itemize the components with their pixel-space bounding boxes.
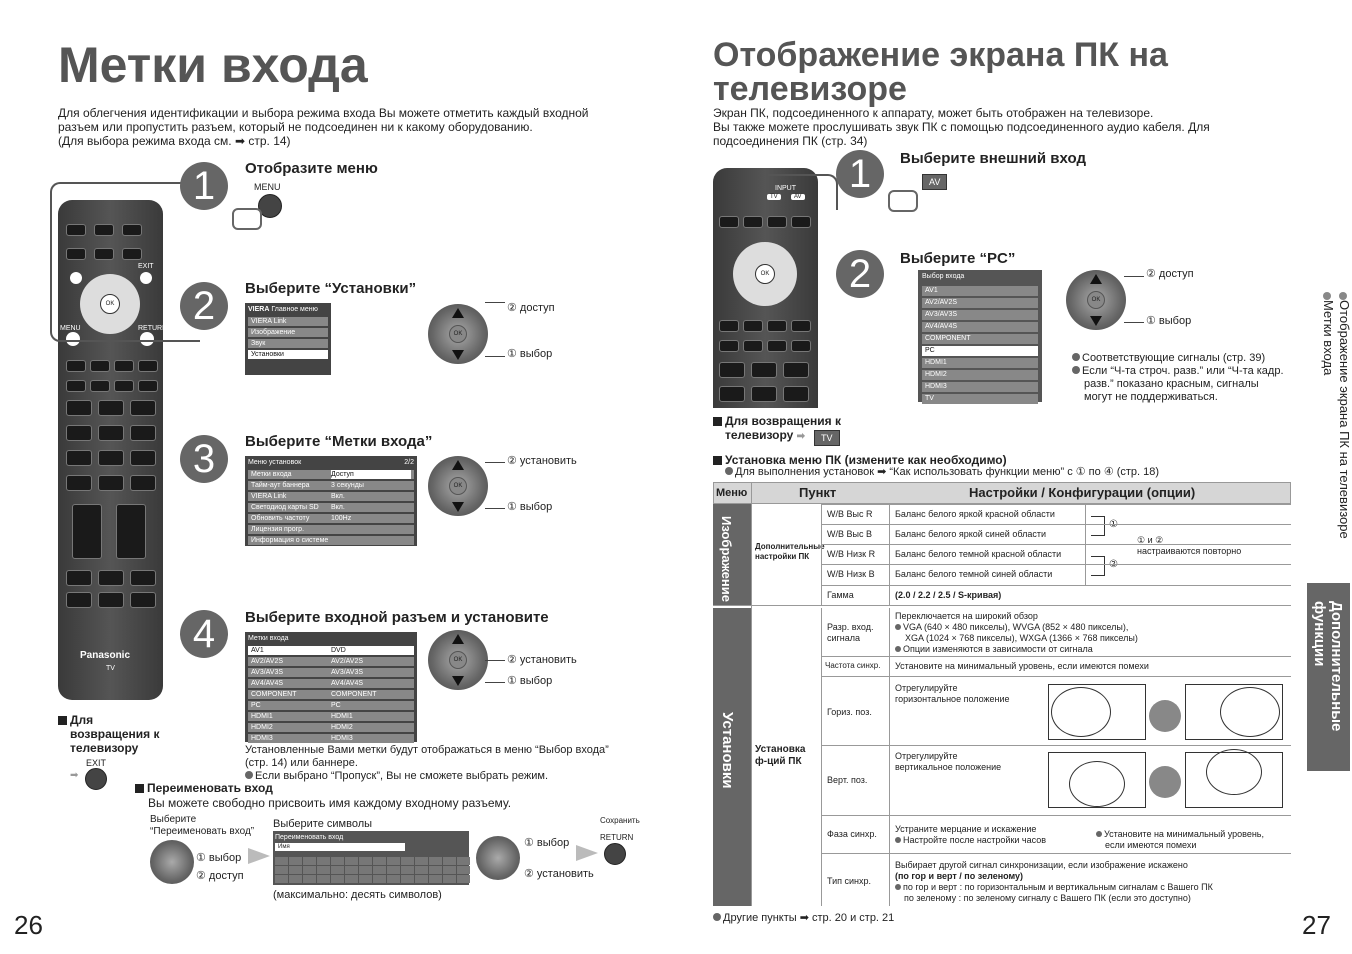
panel-header: Переименовать вход bbox=[275, 834, 344, 841]
menu-row-label: PC bbox=[251, 702, 261, 709]
row-label: W/B Выс R bbox=[827, 509, 873, 519]
picture-diagram bbox=[1048, 684, 1146, 740]
row-value: Баланс белого темной красной области bbox=[895, 549, 1062, 559]
menu-page: 2/2 bbox=[404, 459, 414, 466]
char-key[interactable] bbox=[429, 857, 442, 865]
char-key[interactable] bbox=[401, 866, 414, 874]
rename-text: Вы можете свободно присвоить имя каждому входному разъему. bbox=[148, 796, 512, 810]
char-key[interactable] bbox=[387, 875, 400, 883]
sub-section: Дополнительные настройки ПК bbox=[755, 542, 825, 561]
menu-row[interactable] bbox=[248, 712, 414, 721]
arrow-icon bbox=[248, 848, 270, 864]
menu-item[interactable]: Звук bbox=[248, 339, 328, 348]
row-label: Фаза синхр. bbox=[827, 829, 877, 839]
char-key[interactable] bbox=[345, 857, 358, 865]
menu-row-value: Доступ bbox=[331, 470, 411, 479]
menu-row[interactable] bbox=[922, 310, 1038, 320]
char-key[interactable] bbox=[429, 875, 442, 883]
char-key[interactable] bbox=[373, 866, 386, 874]
menu-item[interactable]: VIERA Link bbox=[248, 317, 328, 326]
notes-right: Соответствующие сигналы (стр. 39) Если “Ч-та строч. разв.” или “Ч-та кадр. разв.” показано красным, сигналы могут не поддерживаться. bbox=[1072, 352, 1300, 404]
exit-button[interactable] bbox=[85, 768, 107, 790]
hand-icon bbox=[888, 190, 918, 212]
menu-row-label: Обновить частоту bbox=[251, 515, 310, 522]
step-4-title: Выберите входной разъем и установите bbox=[245, 609, 549, 626]
av-button[interactable]: AV bbox=[922, 174, 947, 190]
char-key[interactable] bbox=[359, 875, 372, 883]
char-key[interactable] bbox=[457, 857, 470, 865]
row-label: W/B Выс B bbox=[827, 529, 872, 539]
char-key[interactable] bbox=[331, 866, 344, 874]
dpad-icon: OK bbox=[428, 456, 488, 516]
input-select-panel bbox=[918, 270, 1042, 402]
row-value: Отрегулируйте горизонтальное положение bbox=[895, 683, 1010, 704]
menu-row[interactable] bbox=[248, 492, 414, 501]
step-1-title: Отобразите меню bbox=[245, 160, 378, 177]
dpad-icon bbox=[1149, 766, 1181, 798]
step-3-badge: 3 bbox=[180, 435, 228, 483]
intro-right: Экран ПК, подсоединенного к аппарату, может быть отображен на телевизоре. Вы также можете прослушивать звук ПК с помощью подсоединенного аудио кабеля. Для подсоединения ПК (стр. 34) bbox=[713, 106, 1210, 148]
menu-row-label: AV2/AV2S bbox=[251, 658, 284, 665]
menu-row-label: AV4/AV4S bbox=[251, 680, 284, 687]
menu-row-label: HDMI2 bbox=[925, 371, 947, 378]
intro-left bbox=[58, 106, 658, 148]
step-2-title: Выберите “Установки” bbox=[245, 280, 417, 297]
menu-row-label: HDMI3 bbox=[925, 383, 947, 390]
row-label: W/B Низк B bbox=[827, 569, 875, 579]
menu-row-label: Информация о системе bbox=[251, 537, 329, 544]
menu-header: Главное меню bbox=[271, 306, 318, 313]
menu-row[interactable] bbox=[248, 536, 414, 545]
menu-row[interactable] bbox=[248, 690, 414, 699]
label-select: ① выбор bbox=[196, 852, 242, 864]
step-2-badge: 2 bbox=[836, 250, 884, 298]
row-value: Баланс белого темной синей области bbox=[895, 569, 1053, 579]
menu-button-label: MENU bbox=[254, 182, 281, 192]
label-set: ② установить bbox=[507, 455, 577, 467]
char-key[interactable] bbox=[415, 866, 428, 874]
menu-row-value: Вкл. bbox=[331, 493, 345, 500]
menu-row-label: HDMI2 bbox=[251, 724, 273, 731]
menu-row-label: AV3/AV3S bbox=[251, 669, 284, 676]
char-key[interactable] bbox=[303, 875, 316, 883]
page-title-right: Отображение экрана ПК на телевизоре bbox=[713, 36, 1168, 108]
arrow-icon: ➡ bbox=[70, 770, 79, 781]
char-key[interactable] bbox=[401, 857, 414, 865]
note-line: Установленные Вами метки будут отображаться в меню “Выбор входа” bbox=[245, 744, 609, 756]
row-value: Установите на минимальный уровень, если имеются помехи bbox=[895, 661, 1149, 671]
step-1-badge: 1 bbox=[836, 150, 884, 198]
menu-row[interactable] bbox=[248, 481, 414, 490]
menu-row-value: AV4/AV4S bbox=[331, 680, 364, 687]
row-label: Частота синхр. bbox=[825, 661, 881, 670]
dpad-icon bbox=[476, 836, 520, 880]
menu-row-label: COMPONENT bbox=[925, 335, 971, 342]
save-label: Сохранить RETURN bbox=[600, 816, 640, 842]
main-menu-panel: VIERA Главное меню VIERA Link Изображение Звук Установки bbox=[245, 303, 331, 375]
remote-exit-label: EXIT bbox=[138, 263, 154, 270]
menu-header: Метки входа bbox=[248, 635, 289, 642]
menu-item-selected[interactable]: Установки bbox=[248, 350, 328, 359]
dpad-icon: OK bbox=[428, 304, 488, 364]
char-key[interactable] bbox=[317, 875, 330, 883]
av-button[interactable]: AV bbox=[791, 194, 805, 200]
menu-row[interactable] bbox=[922, 346, 1038, 356]
step-1-title: Выберите внешний вход bbox=[900, 150, 1086, 167]
hand-icon bbox=[232, 208, 262, 230]
menu-row-value: PC bbox=[331, 702, 341, 709]
dpad-icon bbox=[150, 840, 194, 884]
intro-line: (Для выбора режима входа см. ➡ стр. 14) bbox=[58, 134, 291, 148]
menu-row[interactable] bbox=[248, 657, 414, 666]
menu-item[interactable]: Изображение bbox=[248, 328, 328, 337]
menu-row[interactable] bbox=[922, 358, 1038, 368]
menu-row-label: AV1 bbox=[251, 647, 264, 654]
settings-table bbox=[713, 482, 1291, 906]
sub-section: Установка ф-ций ПК bbox=[755, 744, 806, 767]
label-select: ① выбор bbox=[524, 837, 570, 849]
col-header-item: Пункт bbox=[799, 485, 837, 500]
dpad-icon bbox=[1149, 700, 1181, 732]
char-key[interactable] bbox=[345, 875, 358, 883]
menu-row[interactable] bbox=[248, 679, 414, 688]
remote-return-label: RETURN bbox=[138, 325, 168, 332]
label-set: ② установить bbox=[507, 654, 577, 666]
char-key[interactable] bbox=[457, 866, 470, 874]
char-key[interactable] bbox=[415, 857, 428, 865]
menu-row-label: COMPONENT bbox=[251, 691, 297, 698]
char-key[interactable] bbox=[317, 857, 330, 865]
char-key[interactable] bbox=[345, 866, 358, 874]
char-key[interactable] bbox=[289, 857, 302, 865]
char-key[interactable] bbox=[359, 857, 372, 865]
char-key[interactable] bbox=[289, 866, 302, 874]
menu-row[interactable] bbox=[922, 370, 1038, 380]
dpad-icon: OK bbox=[428, 630, 488, 690]
setup-subtitle: Для выполнения установок ➡ “Как использовать функции меню” с ① по ④ (стр. 18) bbox=[725, 466, 1159, 479]
char-key[interactable] bbox=[373, 875, 386, 883]
bracket-label: ② bbox=[1109, 559, 1118, 570]
menu-row[interactable] bbox=[922, 298, 1038, 308]
menu-row-label: Светодиод карты SD bbox=[251, 504, 319, 511]
tv-button[interactable]: TV bbox=[814, 430, 840, 446]
remote-menu-label: MENU bbox=[60, 325, 81, 332]
side-tab-additional[interactable]: Дополнительные функции bbox=[1307, 583, 1350, 771]
col-header-settings: Настройки / Конфигурации (опции) bbox=[969, 485, 1196, 500]
menu-row[interactable] bbox=[248, 668, 414, 677]
return-button[interactable] bbox=[604, 843, 626, 865]
page-number-left: 26 bbox=[14, 910, 43, 940]
menu-row-value: HDMI2 bbox=[331, 724, 353, 731]
repeat-note: ① и ② настраиваются повторно bbox=[1137, 535, 1242, 556]
dpad-icon: OK bbox=[1066, 270, 1126, 330]
row-label: Тип синхр. bbox=[827, 876, 872, 886]
menu-row-label: Тайм-аут баннера bbox=[251, 482, 310, 489]
menu-row-label: Лицензия прогр. bbox=[251, 526, 305, 533]
setup-title: Установка меню ПК (измените как необходимо) bbox=[713, 453, 1007, 467]
note-line: (стр. 14) или баннере. bbox=[245, 757, 358, 769]
step-4-badge: 4 bbox=[180, 610, 228, 658]
ok-button[interactable]: OK bbox=[100, 294, 120, 314]
row-label: Гориз. поз. bbox=[827, 707, 872, 717]
menu-row-value: AV3/AV3S bbox=[331, 669, 364, 676]
row-value: Отрегулируйте вертикальное положение bbox=[895, 751, 1002, 772]
rename-step2: Выберите символы bbox=[273, 818, 373, 830]
menu-row-value: HDMI1 bbox=[331, 713, 353, 720]
char-key[interactable] bbox=[331, 875, 344, 883]
col-header-menu: Меню bbox=[716, 487, 748, 499]
picture-diagram bbox=[1185, 684, 1283, 740]
row-value: Устраните мерцание и искажение Настройте после настройки часов bbox=[895, 824, 1047, 845]
tv-button[interactable]: TV bbox=[767, 194, 781, 200]
label-select: ① выбор bbox=[1146, 315, 1192, 327]
label-select: ① выбор bbox=[507, 675, 553, 687]
intro-line: разъем или пропустить разъем, который не подсоединен ни к какому оборудованию. bbox=[58, 120, 533, 134]
char-key[interactable] bbox=[275, 866, 288, 874]
char-key[interactable] bbox=[359, 866, 372, 874]
menu-row-label: AV3/AV3S bbox=[925, 311, 958, 318]
arrow-icon bbox=[576, 845, 598, 861]
name-field[interactable]: Имя bbox=[275, 843, 405, 851]
menu-row-value bbox=[331, 536, 411, 545]
char-key[interactable] bbox=[275, 875, 288, 883]
row-value: Установите на минимальный уровень, если имеются помехи bbox=[1096, 829, 1264, 851]
rename-title: Переименовать вход bbox=[135, 781, 273, 795]
character-grid[interactable] bbox=[275, 857, 467, 883]
char-key[interactable] bbox=[443, 857, 456, 865]
menu-row[interactable] bbox=[248, 646, 414, 655]
intro-line: Для облегчения идентификации и выбора режима входа Вы можете отметить каждый входной bbox=[58, 106, 589, 120]
remote-control: INPUT TV AV OK bbox=[713, 168, 818, 408]
menu-header: Выбор входа bbox=[922, 273, 965, 280]
picture-diagram bbox=[1048, 752, 1146, 808]
note-line: Если выбрано “Пропуск”, Вы не сможете выбрать режим. bbox=[255, 770, 548, 782]
menu-row-label: HDMI3 bbox=[251, 735, 273, 742]
menu-row-label: VIERA Link bbox=[251, 493, 287, 500]
row-value: Баланс белого яркой синей области bbox=[895, 529, 1046, 539]
page-title-left: Метки входа bbox=[58, 37, 368, 93]
menu-header: Меню установок bbox=[248, 459, 302, 466]
menu-row-label: AV1 bbox=[925, 287, 938, 294]
char-key[interactable] bbox=[415, 875, 428, 883]
rename-step1: Выберите “Переименовать вход” bbox=[150, 814, 255, 837]
label-set: ② установить bbox=[524, 868, 594, 880]
char-key[interactable] bbox=[317, 866, 330, 874]
setup-menu-panel bbox=[245, 456, 417, 546]
label-select: ① выбор bbox=[507, 501, 553, 513]
row-value: Баланс белого яркой красной области bbox=[895, 509, 1055, 519]
menu-row-label: PC bbox=[925, 347, 935, 354]
char-key[interactable] bbox=[401, 875, 414, 883]
menu-row-label: AV2/AV2S bbox=[925, 299, 958, 306]
row-label: Разр. вход. сигнала bbox=[827, 622, 874, 643]
menu-row-value: 100Hz bbox=[331, 515, 352, 522]
menu-row[interactable] bbox=[922, 286, 1038, 296]
char-key[interactable] bbox=[275, 857, 288, 865]
menu-row[interactable] bbox=[248, 470, 414, 479]
return-title-left: Для возвращения к телевизору bbox=[58, 713, 160, 755]
row-value: (2.0 / 2.2 / 2.5 / S-кривая) bbox=[895, 590, 1002, 600]
menu-row-value: HDMI3 bbox=[331, 735, 353, 742]
brand-logo: Panasonic bbox=[80, 650, 131, 661]
char-key[interactable] bbox=[303, 866, 316, 874]
menu-row-label: HDMI1 bbox=[925, 359, 947, 366]
menu-row-value: DVD bbox=[331, 646, 411, 655]
menu-row[interactable] bbox=[248, 734, 414, 743]
menu-row[interactable] bbox=[922, 322, 1038, 332]
char-key[interactable] bbox=[387, 857, 400, 865]
return-title-right: Для возвращения к телевизору ➡ bbox=[713, 414, 841, 444]
bracket-label: ① bbox=[1109, 519, 1118, 530]
side-nav[interactable]: Отображение экрана ПК на телевизоре Метки входа bbox=[1320, 292, 1352, 582]
label-select: ① выбор bbox=[507, 348, 553, 360]
step-3-title: Выберите “Метки входа” bbox=[245, 433, 433, 450]
label-access: ② доступ bbox=[507, 302, 555, 314]
menu-row[interactable] bbox=[248, 701, 414, 710]
label-access: ② доступ bbox=[1146, 268, 1194, 280]
row-value: Переключается на широкий обзор VGA (640 × 480 пикселы), WVGA (852 × 480 пикселы), XGA (1024 × 768 пикселы), WXGA (1366 × 768 пикселы) Опции изменяются в зависимости от сигнала bbox=[895, 611, 1138, 654]
char-key[interactable] bbox=[331, 857, 344, 865]
label-access: ② доступ bbox=[196, 870, 244, 882]
footer-right: Другие пункты ➡ стр. 20 и стр. 21 bbox=[713, 912, 894, 925]
menu-row-label: AV4/AV4S bbox=[925, 323, 958, 330]
exit-label: EXIT bbox=[86, 758, 107, 768]
remote-tv-label: TV bbox=[106, 665, 115, 672]
char-key[interactable] bbox=[429, 866, 442, 874]
menu-row-value: COMPONENT bbox=[331, 691, 377, 698]
menu-row[interactable] bbox=[248, 525, 414, 534]
menu-row[interactable] bbox=[922, 382, 1038, 392]
char-key[interactable] bbox=[303, 857, 316, 865]
char-key[interactable] bbox=[373, 857, 386, 865]
char-key[interactable] bbox=[387, 866, 400, 874]
step-1-badge: 1 bbox=[180, 162, 228, 210]
row-label: Верт. поз. bbox=[827, 775, 868, 785]
menu-row[interactable] bbox=[922, 334, 1038, 344]
step-2-badge: 2 bbox=[180, 282, 228, 330]
menu-row-label: TV bbox=[925, 395, 934, 402]
menu-row-value bbox=[331, 525, 411, 534]
rename-panel bbox=[273, 831, 469, 885]
menu-row-label: Метки входа bbox=[251, 471, 292, 478]
row-value: Выбирает другой сигнал синхронизации, если изображение искажено (по гор и верт / по зеленому) по гор и верт : по горизонтальным и вертикальным сигналам с Вашего ПК по зеленому : по зеленому сигналу с Вашего ПК (если это доступно) bbox=[895, 860, 1213, 903]
step-2-title: Выберите “PC” bbox=[900, 250, 1016, 267]
menu-row[interactable] bbox=[248, 503, 414, 512]
section-label: Изображение bbox=[719, 516, 734, 602]
menu-row-label: HDMI1 bbox=[251, 713, 273, 720]
menu-row-value: 3 секунды bbox=[331, 482, 364, 489]
input-labels-panel bbox=[245, 632, 417, 742]
char-key[interactable] bbox=[443, 875, 456, 883]
menu-row-value: Вкл. bbox=[331, 504, 345, 511]
menu-row[interactable] bbox=[922, 394, 1038, 404]
row-label: W/B Низк R bbox=[827, 549, 876, 559]
picture-diagram bbox=[1185, 752, 1283, 808]
step-4-notes bbox=[245, 744, 625, 783]
page-number-right: 27 bbox=[1302, 910, 1331, 940]
menu-row-value: AV2/AV2S bbox=[331, 658, 364, 665]
row-label: Гамма bbox=[827, 590, 854, 600]
section-label: Установки bbox=[719, 712, 736, 789]
max-chars-note: (максимально: десять символов) bbox=[273, 889, 442, 901]
char-key[interactable] bbox=[443, 866, 456, 874]
menu-row[interactable] bbox=[248, 723, 414, 732]
char-key[interactable] bbox=[457, 875, 470, 883]
char-key[interactable] bbox=[289, 875, 302, 883]
menu-row[interactable] bbox=[248, 514, 414, 523]
